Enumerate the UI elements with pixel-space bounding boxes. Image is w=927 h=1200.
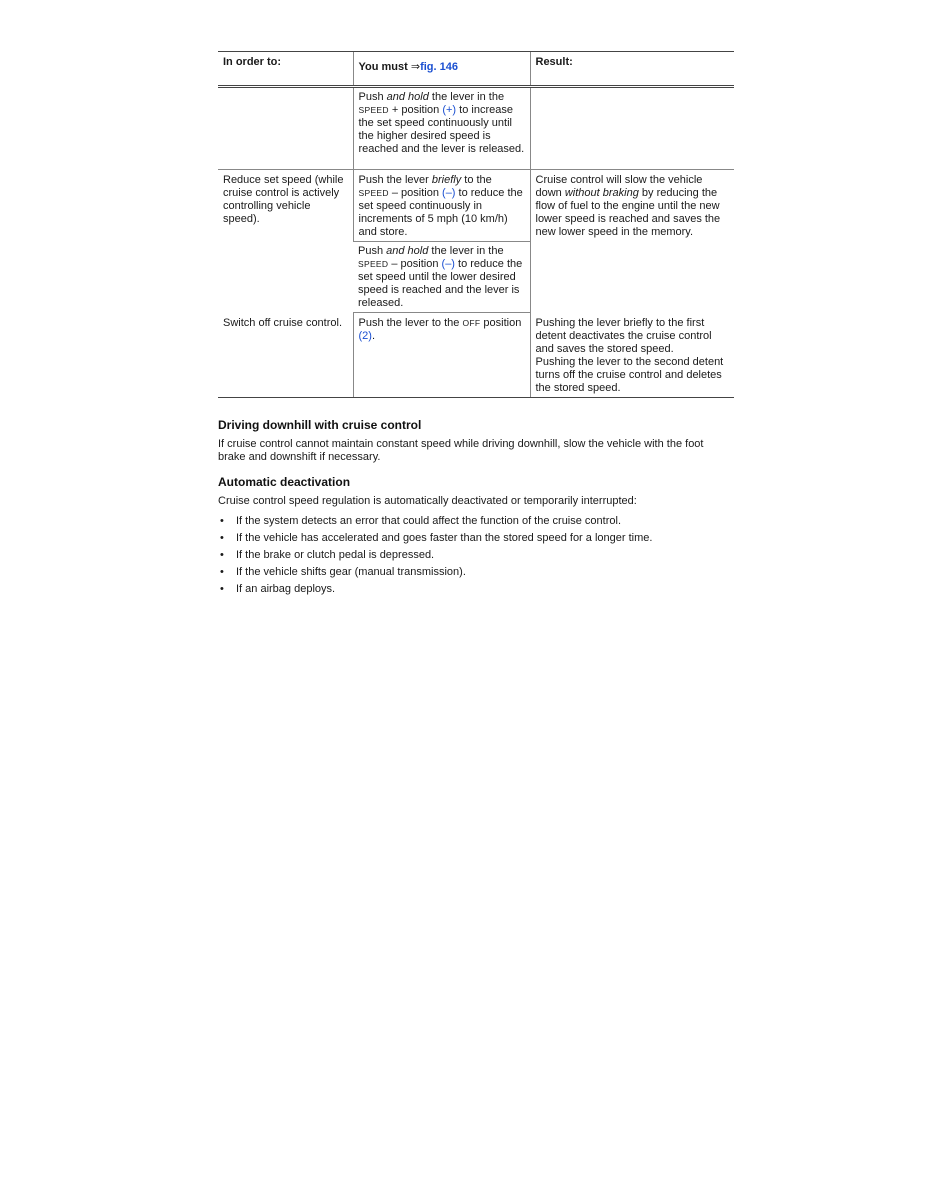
bullet-icon: •	[220, 514, 224, 527]
list-item-text: If the vehicle shifts gear (manual transmission).	[236, 565, 466, 578]
goal-cell: Reduce set speed (while cruise control is actively controlling vehicle speed).	[223, 174, 344, 225]
result-cell	[530, 313, 734, 398]
deactivation-list	[218, 515, 734, 596]
position-2-link[interactable]: (2)	[358, 330, 372, 342]
table-header-row	[218, 52, 734, 87]
speed-position-label: SPEED	[358, 259, 389, 269]
action-cell	[353, 87, 530, 170]
list-item	[218, 583, 734, 596]
bullet-icon: •	[220, 565, 224, 578]
result-emphasis: without braking	[564, 187, 639, 199]
action-text: to the	[461, 174, 492, 186]
result-cell-empty	[530, 87, 734, 170]
action-cell	[353, 313, 530, 398]
table-row	[218, 87, 734, 170]
action-text: – position	[388, 258, 442, 270]
result-text: Cruise control will slow the vehicle down	[535, 174, 703, 199]
list-item-text: If the vehicle has accelerated and goes faster than the stored speed for a longer time.	[236, 531, 653, 544]
downhill-heading: Driving downhill with cruise control	[218, 417, 422, 432]
table-row	[218, 170, 734, 242]
list-item-text: If the system detects an error that could affect the function of the cruise control.	[236, 514, 621, 527]
result-text: Pushing the lever briefly to the first detent deactivates the cruise control and saves the stored speed.	[535, 316, 712, 355]
list-item	[218, 566, 734, 579]
plus-position-link[interactable]: (+)	[442, 104, 457, 116]
deactivation-section	[218, 475, 734, 596]
off-position-label: OFF	[462, 318, 481, 328]
downhill-body: If cruise control cannot maintain constant speed while driving downhill, slow the vehicle with the foot brake and downshift if necessary.	[218, 437, 704, 463]
header-result: Result:	[530, 52, 734, 87]
action-text: the lever in the	[428, 245, 504, 257]
speed-position-label: SPEED	[358, 188, 389, 198]
minus-position-link[interactable]: (–)	[441, 258, 455, 270]
table-row	[218, 313, 734, 398]
action-text: to reduce the set speed until the lower desired speed is reached and the lever is released.	[358, 258, 523, 309]
speed-position-label: SPEED	[358, 105, 389, 115]
header-in-order-to: In order to:	[218, 52, 353, 87]
bullet-icon: •	[220, 531, 224, 544]
fig-146-link[interactable]: fig. 146	[420, 61, 458, 73]
action-emphasis: briefly	[431, 174, 462, 186]
downhill-section	[218, 418, 734, 464]
list-item-text: If an airbag deploys.	[236, 582, 336, 595]
result-text: by reducing the flow of fuel to the engine until the new lower speed is reached and saves the new lower speed in the memory.	[535, 187, 721, 238]
list-item	[218, 532, 734, 545]
action-text: to increase the set speed continuously until the higher desired speed is reached and the lever is released.	[358, 104, 525, 155]
list-item	[218, 549, 734, 562]
minus-position-link[interactable]: (–)	[442, 187, 456, 199]
action-cell	[353, 170, 530, 242]
action-text: – position	[388, 187, 443, 199]
action-text: to reduce the set speed continuously in increments of 5 mph (10 km/h) and store.	[358, 187, 523, 238]
action-text: Push the lever to the	[358, 317, 463, 329]
action-text: the lever in the	[428, 91, 505, 103]
bullet-icon: •	[220, 582, 224, 595]
list-item	[218, 515, 734, 528]
result-text: Pushing the lever to the second detent turns off the cruise control and deletes the stored speed.	[535, 355, 724, 394]
arrow-right-icon: ⇒	[410, 61, 421, 73]
action-text: Push	[358, 91, 387, 103]
action-cell	[353, 242, 530, 313]
action-text: .	[371, 330, 376, 342]
header-you-must-label: You must	[358, 61, 408, 73]
action-text: Push	[358, 245, 387, 257]
action-text: + position	[388, 104, 443, 116]
bullet-icon: •	[220, 548, 224, 561]
action-text: position	[480, 317, 522, 329]
header-you-must	[353, 52, 530, 87]
action-text: Push the lever	[358, 174, 432, 186]
deactivation-intro: Cruise control speed regulation is automatically deactivated or temporarily interrupted:	[218, 494, 637, 507]
list-item-text: If the brake or clutch pedal is depressed.	[236, 548, 435, 561]
action-emphasis: and hold	[386, 91, 429, 103]
action-emphasis: and hold	[386, 245, 429, 257]
goal-cell-empty	[218, 87, 353, 170]
result-cell	[530, 170, 734, 313]
goal-cell: Switch off cruise control.	[218, 313, 353, 398]
deactivation-heading: Automatic deactivation	[218, 474, 351, 489]
page-content	[218, 51, 734, 600]
cruise-control-table	[218, 51, 734, 398]
